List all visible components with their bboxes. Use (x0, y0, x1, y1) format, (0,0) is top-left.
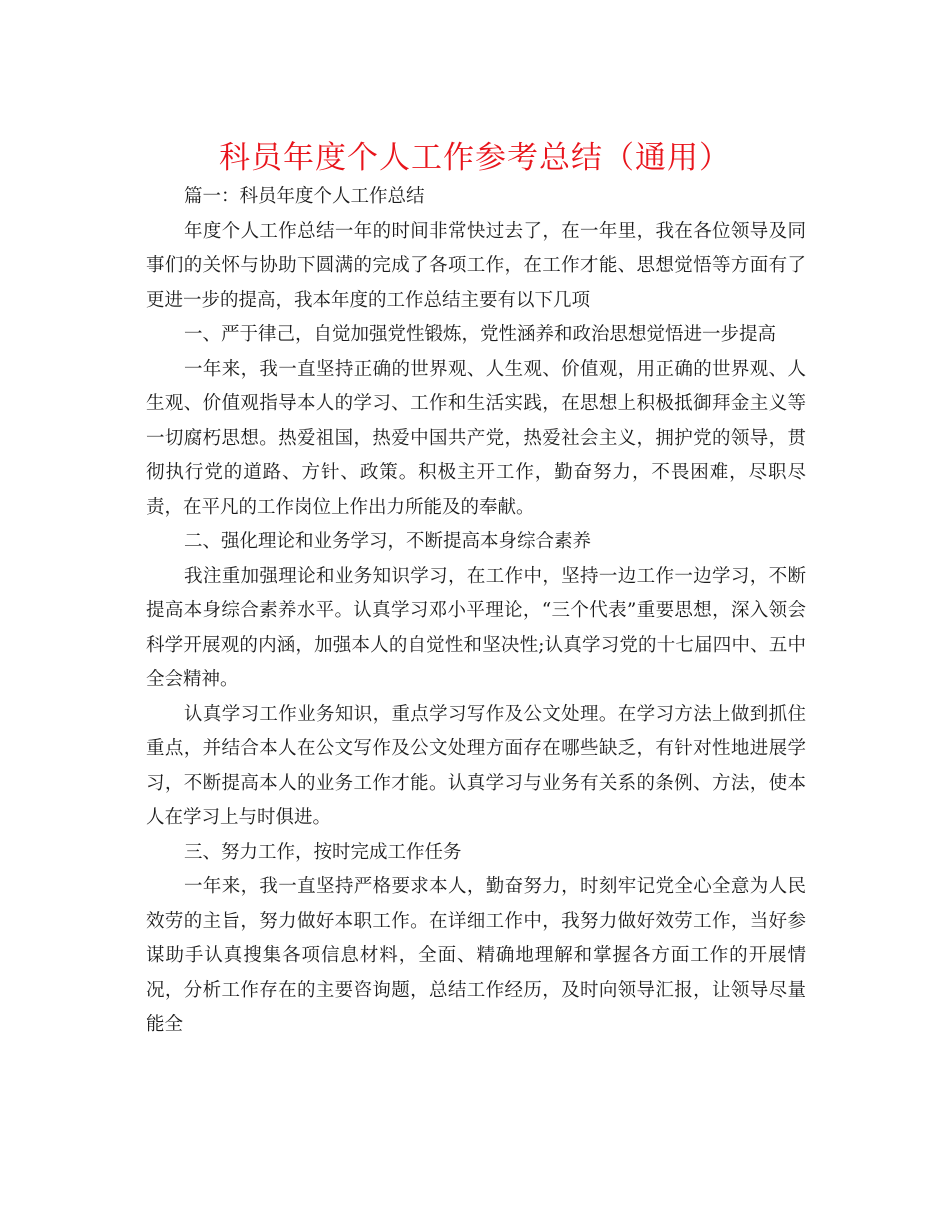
section-heading-part-one: 篇一：科员年度个人工作总结 (184, 186, 425, 207)
section-heading-three: 三、努力工作，按时完成工作任务 (184, 841, 462, 863)
document-body (146, 180, 806, 1043)
section-heading-one: 一、严于律己，自觉加强党性锻炼，党性涵养和政治思想觉悟进一步提高 (184, 324, 777, 345)
body-paragraph: 一年来，我一直坚持正确的世界观、人生观、价值观，用正确的世界观、人生观、价值观指导本人的学习、工作和生活实践，在思想上积极抵御拜金主义等一切腐朽思想。热爱祖国，热爱中国共产党，热爱社会主义，拥护党的领导，贯彻执行党的道路、方针、政策。积极主开工作，勤奋努力，不畏困难，尽职尽责，在平凡的工作岗位上作出力所能及的奉献。 (146, 358, 806, 518)
section-heading-two: 二、强化理论和业务学习，不断提高本身综合素养 (184, 531, 592, 552)
intro-paragraph: 年度个人工作总结一年的时间非常快过去了，在一年里，我在各位领导及同事们的关怀与协助下圆满的完成了各项工作，在工作才能、思想觉悟等方面有了更进一步的提高，我本年度的工作总结主要有以下几项 (146, 220, 806, 311)
body-paragraph: 我注重加强理论和业务知识学习，在工作中，坚持一边工作一边学习，不断提高本身综合素养水平。认真学习邓小平理论，“三个代表”重要思想，深入领会科学开展观的内涵，加强本人的自觉性和坚决性;认真学习党的十七届四中、五中全会精神。 (146, 565, 806, 690)
body-paragraph: 一年来，我一直坚持严格要求本人，勤奋努力，时刻牢记党全心全意为人民效劳的主旨，努力做好本职工作。在详细工作中，我努力做好效劳工作，当好参谋助手认真搜集各项信息材料，全面、精确地理解和掌握各方面工作的开展情况，分析工作存在的主要咨询题，总结工作经历，及时向领导汇报，让领导尽量能全 (146, 876, 806, 1035)
document-title: 科员年度个人工作参考总结（通用） (219, 140, 731, 176)
body-paragraph: 认真学习工作业务知识，重点学习写作及公文处理。在学习方法上做到抓住重点，并结合本人在公文写作及公文处理方面存在哪些缺乏，有针对性地进展学习，不断提高本人的业务工作才能。认真学习与业务有关系的条例、方法，使本人在学习上与时俱进。 (146, 703, 806, 828)
